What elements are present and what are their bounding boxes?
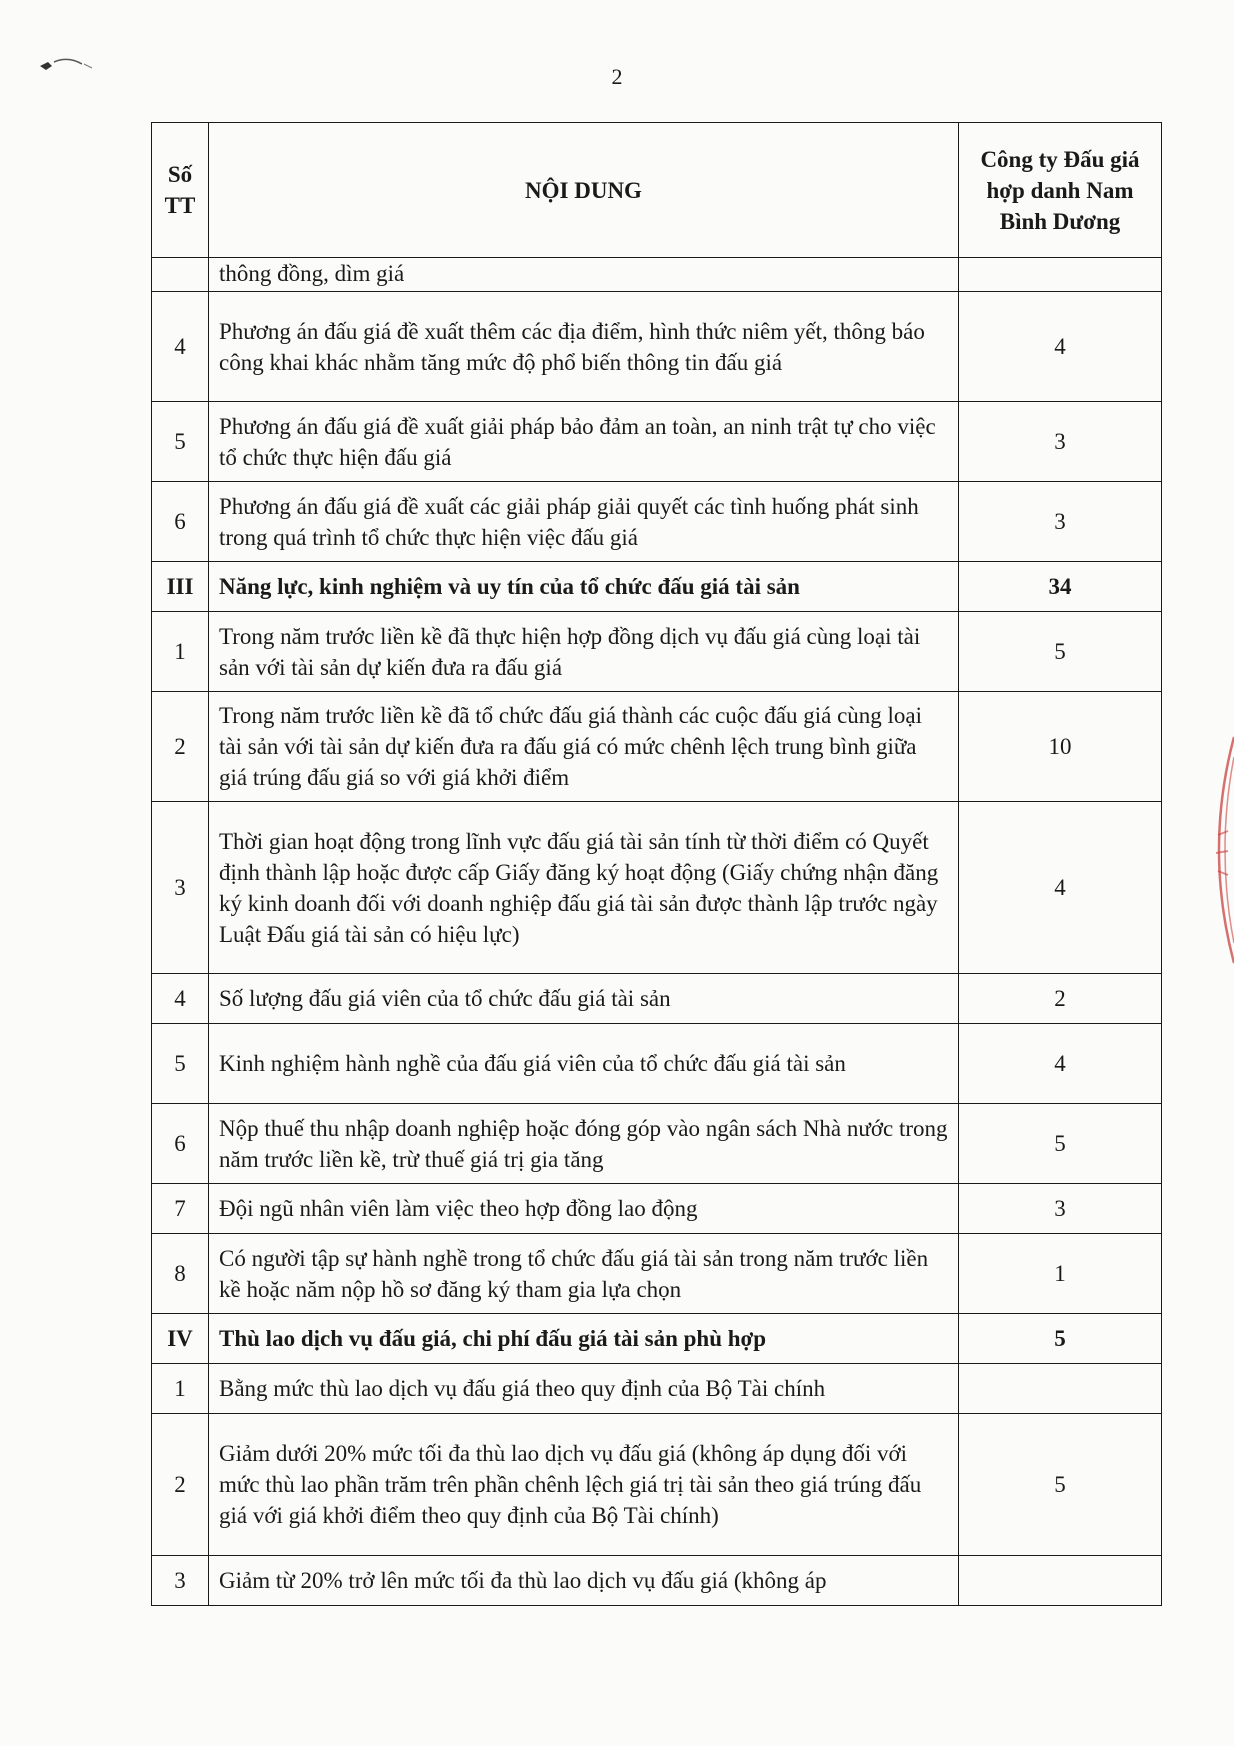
row-content: Nộp thuế thu nhập doanh nghiệp hoặc đóng góp vào ngân sách Nhà nước trong năm trước liền kề, trừ thuế giá trị gia tăng bbox=[209, 1104, 959, 1184]
row-number: 8 bbox=[152, 1234, 209, 1314]
header-score: Công ty Đấu giá hợp danh Nam Bình Dương bbox=[959, 123, 1162, 258]
row-number bbox=[152, 258, 209, 292]
row-content: Bằng mức thù lao dịch vụ đấu giá theo quy định của Bộ Tài chính bbox=[209, 1364, 959, 1414]
row-content: Giảm dưới 20% mức tối đa thù lao dịch vụ đấu giá (không áp dụng đối với mức thù lao phần trăm trên phần chênh lệch giá trị tài sản theo giá trúng đấu giá với giá khởi điểm theo quy định của Bộ Tài chính) bbox=[209, 1414, 959, 1556]
row-score bbox=[959, 258, 1162, 292]
row-content: Trong năm trước liền kề đã thực hiện hợp đồng dịch vụ đấu giá cùng loại tài sản với tài sản dự kiến đưa ra đấu giá bbox=[209, 612, 959, 692]
row-score: 3 bbox=[959, 402, 1162, 482]
row-number: 4 bbox=[152, 292, 209, 402]
table-body bbox=[152, 258, 1162, 1606]
row-score: 5 bbox=[959, 1314, 1162, 1364]
table-row bbox=[152, 482, 1162, 562]
row-content: Thù lao dịch vụ đấu giá, chi phí đấu giá tài sản phù hợp bbox=[209, 1314, 959, 1364]
row-number: III bbox=[152, 562, 209, 612]
row-score: 5 bbox=[959, 1104, 1162, 1184]
table-row bbox=[152, 1556, 1162, 1606]
row-number: 7 bbox=[152, 1184, 209, 1234]
table-row bbox=[152, 258, 1162, 292]
row-score: 4 bbox=[959, 802, 1162, 974]
row-number: 2 bbox=[152, 1414, 209, 1556]
header-no: Số TT bbox=[152, 123, 209, 258]
row-score: 1 bbox=[959, 1234, 1162, 1314]
row-number: 3 bbox=[152, 1556, 209, 1606]
row-number: 5 bbox=[152, 1024, 209, 1104]
row-content: Kinh nghiệm hành nghề của đấu giá viên của tổ chức đấu giá tài sản bbox=[209, 1024, 959, 1104]
row-number: 6 bbox=[152, 482, 209, 562]
evaluation-table bbox=[151, 122, 1162, 1606]
row-score: 3 bbox=[959, 1184, 1162, 1234]
row-score bbox=[959, 1556, 1162, 1606]
row-score: 10 bbox=[959, 692, 1162, 802]
row-score: 2 bbox=[959, 974, 1162, 1024]
row-content: Có người tập sự hành nghề trong tổ chức đấu giá tài sản trong năm trước liền kề hoặc năm nộp hồ sơ đăng ký tham gia lựa chọn bbox=[209, 1234, 959, 1314]
table-row bbox=[152, 1234, 1162, 1314]
table-row bbox=[152, 1364, 1162, 1414]
table-row bbox=[152, 1184, 1162, 1234]
row-number: 6 bbox=[152, 1104, 209, 1184]
row-number: 5 bbox=[152, 402, 209, 482]
section-row bbox=[152, 562, 1162, 612]
row-number: 1 bbox=[152, 612, 209, 692]
row-score: 4 bbox=[959, 292, 1162, 402]
table-row bbox=[152, 292, 1162, 402]
row-content: Phương án đấu giá đề xuất thêm các địa điểm, hình thức niêm yết, thông báo công khai khác nhằm tăng mức độ phổ biến thông tin đấu giá bbox=[209, 292, 959, 402]
row-content: Năng lực, kinh nghiệm và uy tín của tổ chức đấu giá tài sản bbox=[209, 562, 959, 612]
table-header-row bbox=[152, 123, 1162, 258]
row-score: 5 bbox=[959, 612, 1162, 692]
row-score: 4 bbox=[959, 1024, 1162, 1104]
table-row bbox=[152, 1024, 1162, 1104]
table-row bbox=[152, 974, 1162, 1024]
red-stamp-icon bbox=[1198, 735, 1234, 965]
row-number: 4 bbox=[152, 974, 209, 1024]
row-content: Đội ngũ nhân viên làm việc theo hợp đồng lao động bbox=[209, 1184, 959, 1234]
row-content: Số lượng đấu giá viên của tổ chức đấu giá tài sản bbox=[209, 974, 959, 1024]
table-row bbox=[152, 612, 1162, 692]
table-row bbox=[152, 1414, 1162, 1556]
page-number: 2 bbox=[611, 64, 623, 89]
scan-mark-icon bbox=[38, 52, 98, 76]
table-row bbox=[152, 1104, 1162, 1184]
row-score: 5 bbox=[959, 1414, 1162, 1556]
row-score: 3 bbox=[959, 482, 1162, 562]
row-content: Phương án đấu giá đề xuất giải pháp bảo đảm an toàn, an ninh trật tự cho việc tổ chức thực hiện đấu giá bbox=[209, 402, 959, 482]
row-number: IV bbox=[152, 1314, 209, 1364]
table-row bbox=[152, 802, 1162, 974]
row-number: 1 bbox=[152, 1364, 209, 1414]
table-row bbox=[152, 692, 1162, 802]
row-content: Thời gian hoạt động trong lĩnh vực đấu giá tài sản tính từ thời điểm có Quyết định thành lập hoặc được cấp Giấy đăng ký hoạt động (Giấy chứng nhận đăng ký kinh doanh đối với doanh nghiệp đấu giá tài sản được thành lập trước ngày Luật Đấu giá tài sản có hiệu lực) bbox=[209, 802, 959, 974]
row-number: 2 bbox=[152, 692, 209, 802]
row-content: Phương án đấu giá đề xuất các giải pháp giải quyết các tình huống phát sinh trong quá trình tổ chức thực hiện việc đấu giá bbox=[209, 482, 959, 562]
table-row bbox=[152, 402, 1162, 482]
row-number: 3 bbox=[152, 802, 209, 974]
header-content: NỘI DUNG bbox=[209, 123, 959, 258]
row-score: 34 bbox=[959, 562, 1162, 612]
row-content: Giảm từ 20% trở lên mức tối đa thù lao dịch vụ đấu giá (không áp bbox=[209, 1556, 959, 1606]
section-row bbox=[152, 1314, 1162, 1364]
row-content: Trong năm trước liền kề đã tổ chức đấu giá thành các cuộc đấu giá cùng loại tài sản với tài sản dự kiến đưa ra đấu giá có mức chênh lệch trung bình giữa giá trúng đấu giá so với giá khởi điểm bbox=[209, 692, 959, 802]
row-score bbox=[959, 1364, 1162, 1414]
row-content: thông đồng, dìm giá bbox=[209, 258, 959, 292]
